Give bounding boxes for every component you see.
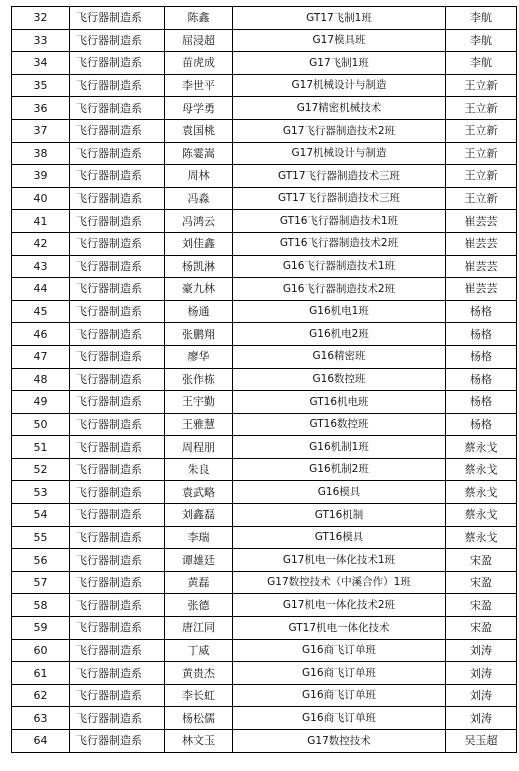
row-number-cell: 36 — [12, 97, 70, 120]
table-row — [12, 368, 517, 391]
table-row — [12, 662, 517, 685]
teacher-cell: 宋盈 — [446, 571, 517, 594]
class-cell: GT17飞行器制造技术三班 — [233, 165, 446, 188]
class-cell: G16模具 — [233, 481, 446, 504]
row-number-cell: 63 — [12, 707, 70, 730]
row-number-cell: 42 — [12, 232, 70, 255]
table-row — [12, 210, 517, 233]
class-cell: G16机电1班 — [233, 300, 446, 323]
class-cell: G17飞行器制造技术2班 — [233, 119, 446, 142]
department-cell: 飞行器制造系 — [70, 617, 165, 640]
student-name-cell: 李世平 — [165, 74, 233, 97]
teacher-cell: 宋盈 — [446, 594, 517, 617]
department-cell: 飞行器制造系 — [70, 526, 165, 549]
student-name-cell: 林文玉 — [165, 730, 233, 753]
row-number-cell: 43 — [12, 255, 70, 278]
student-name-cell: 朱良 — [165, 458, 233, 481]
class-cell: G17数控技术（中溪合作）1班 — [233, 571, 446, 594]
table-row — [12, 526, 517, 549]
class-cell: G17机械设计与制造 — [233, 142, 446, 165]
student-name-cell: 苗虎成 — [165, 52, 233, 75]
teacher-cell: 宋盈 — [446, 549, 517, 572]
student-name-cell: 唐江同 — [165, 617, 233, 640]
teacher-cell: 王立新 — [446, 165, 517, 188]
table-row — [12, 255, 517, 278]
class-cell: G17机械设计与制造 — [233, 74, 446, 97]
teacher-cell: 刘涛 — [446, 662, 517, 685]
student-name-cell: 张德 — [165, 594, 233, 617]
teacher-cell: 崔芸芸 — [446, 210, 517, 233]
row-number-cell: 39 — [12, 165, 70, 188]
department-cell: 飞行器制造系 — [70, 707, 165, 730]
row-number-cell: 48 — [12, 368, 70, 391]
row-number-cell: 54 — [12, 504, 70, 527]
student-name-cell: 王雅慧 — [165, 413, 233, 436]
student-name-cell: 屈浸超 — [165, 29, 233, 52]
department-cell: 飞行器制造系 — [70, 142, 165, 165]
class-cell: GT16模具 — [233, 526, 446, 549]
row-number-cell: 62 — [12, 684, 70, 707]
student-name-cell: 周林 — [165, 165, 233, 188]
teacher-cell: 刘涛 — [446, 707, 517, 730]
row-number-cell: 40 — [12, 187, 70, 210]
teacher-cell: 宋盈 — [446, 617, 517, 640]
student-name-cell: 黄磊 — [165, 571, 233, 594]
class-cell: G16商飞订单班 — [233, 684, 446, 707]
class-cell: G16机电2班 — [233, 323, 446, 346]
department-cell: 飞行器制造系 — [70, 7, 165, 30]
student-name-cell: 刘佳鑫 — [165, 232, 233, 255]
table-row — [12, 345, 517, 368]
department-cell: 飞行器制造系 — [70, 119, 165, 142]
row-number-cell: 57 — [12, 571, 70, 594]
teacher-cell: 蔡永戈 — [446, 481, 517, 504]
student-name-cell: 杨通 — [165, 300, 233, 323]
class-cell: G16精密班 — [233, 345, 446, 368]
department-cell: 飞行器制造系 — [70, 97, 165, 120]
table-row — [12, 232, 517, 255]
table-row — [12, 707, 517, 730]
teacher-cell: 王立新 — [446, 142, 517, 165]
student-name-cell: 袁国桃 — [165, 119, 233, 142]
student-name-cell: 冯鸿云 — [165, 210, 233, 233]
student-name-cell: 李长虹 — [165, 684, 233, 707]
table-row — [12, 187, 517, 210]
department-cell: 飞行器制造系 — [70, 730, 165, 753]
student-name-cell: 冯淼 — [165, 187, 233, 210]
department-cell: 飞行器制造系 — [70, 684, 165, 707]
student-name-cell: 王宇勤 — [165, 391, 233, 414]
row-number-cell: 37 — [12, 119, 70, 142]
department-cell: 飞行器制造系 — [70, 210, 165, 233]
teacher-cell: 吴玉超 — [446, 730, 517, 753]
class-cell: G16飞行器制造技术2班 — [233, 278, 446, 301]
teacher-cell: 崔芸芸 — [446, 232, 517, 255]
student-name-cell: 李瑞 — [165, 526, 233, 549]
department-cell: 飞行器制造系 — [70, 594, 165, 617]
department-cell: 飞行器制造系 — [70, 368, 165, 391]
row-number-cell: 53 — [12, 481, 70, 504]
table-row — [12, 413, 517, 436]
row-number-cell: 61 — [12, 662, 70, 685]
department-cell: 飞行器制造系 — [70, 345, 165, 368]
teacher-cell: 刘涛 — [446, 639, 517, 662]
table-row — [12, 52, 517, 75]
teacher-cell: 蔡永戈 — [446, 458, 517, 481]
student-name-cell: 廖华 — [165, 345, 233, 368]
student-name-cell: 丁威 — [165, 639, 233, 662]
class-cell: GT17飞制1班 — [233, 7, 446, 30]
table-row — [12, 617, 517, 640]
table-row — [12, 458, 517, 481]
row-number-cell: 34 — [12, 52, 70, 75]
student-table — [11, 6, 517, 753]
class-cell: G17飞制1班 — [233, 52, 446, 75]
student-name-cell: 袁武略 — [165, 481, 233, 504]
row-number-cell: 46 — [12, 323, 70, 346]
table-row — [12, 504, 517, 527]
table-row — [12, 571, 517, 594]
row-number-cell: 50 — [12, 413, 70, 436]
class-cell: G17机电一体化技术1班 — [233, 549, 446, 572]
teacher-cell: 崔芸芸 — [446, 255, 517, 278]
teacher-cell: 蔡永戈 — [446, 526, 517, 549]
table-row — [12, 481, 517, 504]
teacher-cell: 杨格 — [446, 368, 517, 391]
row-number-cell: 59 — [12, 617, 70, 640]
table-row — [12, 323, 517, 346]
teacher-cell: 杨格 — [446, 391, 517, 414]
row-number-cell: 33 — [12, 29, 70, 52]
department-cell: 飞行器制造系 — [70, 29, 165, 52]
table-body — [12, 7, 517, 753]
teacher-cell: 杨格 — [446, 413, 517, 436]
student-name-cell: 陈霎嵩 — [165, 142, 233, 165]
department-cell: 飞行器制造系 — [70, 52, 165, 75]
department-cell: 飞行器制造系 — [70, 481, 165, 504]
class-cell: GT16飞行器制造技术1班 — [233, 210, 446, 233]
teacher-cell: 杨格 — [446, 300, 517, 323]
department-cell: 飞行器制造系 — [70, 255, 165, 278]
table-row — [12, 684, 517, 707]
table-row — [12, 278, 517, 301]
row-number-cell: 64 — [12, 730, 70, 753]
class-cell: G17机电一体化技术2班 — [233, 594, 446, 617]
student-name-cell: 周程朋 — [165, 436, 233, 459]
department-cell: 飞行器制造系 — [70, 74, 165, 97]
table-row — [12, 7, 517, 30]
class-cell: GT16数控班 — [233, 413, 446, 436]
row-number-cell: 49 — [12, 391, 70, 414]
table-row — [12, 549, 517, 572]
department-cell: 飞行器制造系 — [70, 187, 165, 210]
row-number-cell: 56 — [12, 549, 70, 572]
teacher-cell: 杨格 — [446, 323, 517, 346]
teacher-cell: 崔芸芸 — [446, 278, 517, 301]
class-cell: GT16机制 — [233, 504, 446, 527]
table-row — [12, 97, 517, 120]
class-cell: G17模具班 — [233, 29, 446, 52]
teacher-cell: 蔡永戈 — [446, 436, 517, 459]
teacher-cell: 杨格 — [446, 345, 517, 368]
class-cell: GT16机电班 — [233, 391, 446, 414]
table-row — [12, 594, 517, 617]
teacher-cell: 李航 — [446, 52, 517, 75]
row-number-cell: 38 — [12, 142, 70, 165]
teacher-cell: 蔡永戈 — [446, 504, 517, 527]
student-name-cell: 陈鑫 — [165, 7, 233, 30]
class-cell: G16商飞订单班 — [233, 707, 446, 730]
student-name-cell: 杨松儒 — [165, 707, 233, 730]
teacher-cell: 刘涛 — [446, 684, 517, 707]
department-cell: 飞行器制造系 — [70, 413, 165, 436]
department-cell: 飞行器制造系 — [70, 300, 165, 323]
class-cell: G17精密机械技术 — [233, 97, 446, 120]
student-name-cell: 杨凯淋 — [165, 255, 233, 278]
row-number-cell: 41 — [12, 210, 70, 233]
student-name-cell: 张鹏翔 — [165, 323, 233, 346]
teacher-cell: 王立新 — [446, 187, 517, 210]
student-name-cell: 黄贵杰 — [165, 662, 233, 685]
department-cell: 飞行器制造系 — [70, 165, 165, 188]
department-cell: 飞行器制造系 — [70, 232, 165, 255]
department-cell: 飞行器制造系 — [70, 549, 165, 572]
row-number-cell: 45 — [12, 300, 70, 323]
department-cell: 飞行器制造系 — [70, 571, 165, 594]
table-row — [12, 300, 517, 323]
class-cell: GT16飞行器制造技术2班 — [233, 232, 446, 255]
teacher-cell: 王立新 — [446, 119, 517, 142]
student-name-cell: 豪九林 — [165, 278, 233, 301]
department-cell: 飞行器制造系 — [70, 458, 165, 481]
table-row — [12, 391, 517, 414]
row-number-cell: 35 — [12, 74, 70, 97]
class-cell: G16机制1班 — [233, 436, 446, 459]
table-row — [12, 730, 517, 753]
row-number-cell: 52 — [12, 458, 70, 481]
class-cell: G17数控技术 — [233, 730, 446, 753]
department-cell: 飞行器制造系 — [70, 504, 165, 527]
department-cell: 飞行器制造系 — [70, 323, 165, 346]
row-number-cell: 47 — [12, 345, 70, 368]
teacher-cell: 王立新 — [446, 74, 517, 97]
department-cell: 飞行器制造系 — [70, 278, 165, 301]
table-row — [12, 74, 517, 97]
row-number-cell: 55 — [12, 526, 70, 549]
department-cell: 飞行器制造系 — [70, 391, 165, 414]
row-number-cell: 44 — [12, 278, 70, 301]
class-cell: G16飞行器制造技术1班 — [233, 255, 446, 278]
table-row — [12, 165, 517, 188]
teacher-cell: 李航 — [446, 7, 517, 30]
row-number-cell: 51 — [12, 436, 70, 459]
table-row — [12, 119, 517, 142]
table-row — [12, 29, 517, 52]
row-number-cell: 32 — [12, 7, 70, 30]
student-name-cell: 谭雄廷 — [165, 549, 233, 572]
row-number-cell: 60 — [12, 639, 70, 662]
department-cell: 飞行器制造系 — [70, 436, 165, 459]
class-cell: G16机制2班 — [233, 458, 446, 481]
class-cell: G16商飞订单班 — [233, 662, 446, 685]
teacher-cell: 李航 — [446, 29, 517, 52]
student-name-cell: 母学勇 — [165, 97, 233, 120]
class-cell: GT17机电一体化技术 — [233, 617, 446, 640]
class-cell: G16数控班 — [233, 368, 446, 391]
table-row — [12, 142, 517, 165]
student-name-cell: 张作栋 — [165, 368, 233, 391]
teacher-cell: 王立新 — [446, 97, 517, 120]
student-name-cell: 刘鑫磊 — [165, 504, 233, 527]
table-row — [12, 639, 517, 662]
department-cell: 飞行器制造系 — [70, 639, 165, 662]
class-cell: G16商飞订单班 — [233, 639, 446, 662]
class-cell: GT17飞行器制造技术三班 — [233, 187, 446, 210]
row-number-cell: 58 — [12, 594, 70, 617]
department-cell: 飞行器制造系 — [70, 662, 165, 685]
table-row — [12, 436, 517, 459]
